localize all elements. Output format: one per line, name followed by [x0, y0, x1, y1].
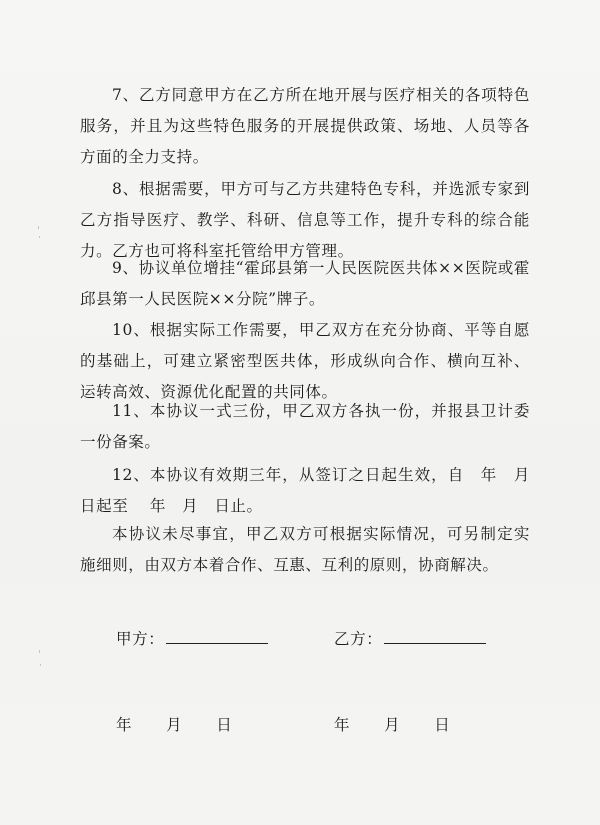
- party-a-date-day: 日: [216, 716, 233, 734]
- party-b-date-day: 日: [434, 716, 451, 734]
- party-a-date-month: 月: [166, 716, 183, 734]
- scan-speck: [39, 236, 40, 238]
- clause-12: 12、本协议有效期三年，从签订之日起生效，自 年 月日起至 年 月 日止。: [80, 466, 530, 515]
- clause-8: 8、根据需要，甲方可与乙方共建特色专科，并选派专家到乙方指导医疗、教学、科研、信息等工作，提升专科的综合能力。乙方也可将科室托管给甲方管理。: [80, 180, 530, 260]
- party-a-date: [116, 713, 232, 735]
- party-a-signature: [116, 627, 268, 649]
- scan-speck: [40, 664, 41, 666]
- party-a-date-year: 年: [116, 716, 133, 734]
- scan-speck: [38, 226, 39, 229]
- party-a-signature-line: [166, 627, 268, 644]
- party-b-label: 乙方：: [334, 630, 383, 648]
- closing-clause: 本协议未尽事宜，甲乙双方可根据实际情况，可另制定实施细则，由双方本着合作、互惠、互利的原则，协商解决。: [80, 525, 530, 574]
- clause-11: 11、本协议一式三份，甲乙双方各执一份，并报县卫计委一份备案。: [80, 402, 530, 451]
- clause-9: 9、协议单位增挂“霍邱县第一人民医院医共体××医院或霍邱县第一人民医院××分院”牌子。: [80, 259, 530, 308]
- party-b-date: [334, 713, 450, 735]
- scan-speck: [39, 650, 40, 653]
- party-b-date-month: 月: [384, 716, 401, 734]
- clause-10: 10、根据实际工作需要，甲乙双方在充分协商、平等自愿的基础上，可建立紧密型医共体，形成纵向合作、横向互补、运转高效、资源优化配置的共同体。: [80, 321, 530, 401]
- party-b-date-year: 年: [334, 716, 351, 734]
- party-a-label: 甲方：: [116, 630, 165, 648]
- party-b-signature-line: [384, 627, 486, 644]
- clause-7: 7、乙方同意甲方在乙方所在地开展与医疗相关的各项特色服务，并且为这些特色服务的开展提供政策、场地、人员等各方面的全力支持。: [80, 86, 530, 166]
- party-b-signature: [334, 627, 486, 649]
